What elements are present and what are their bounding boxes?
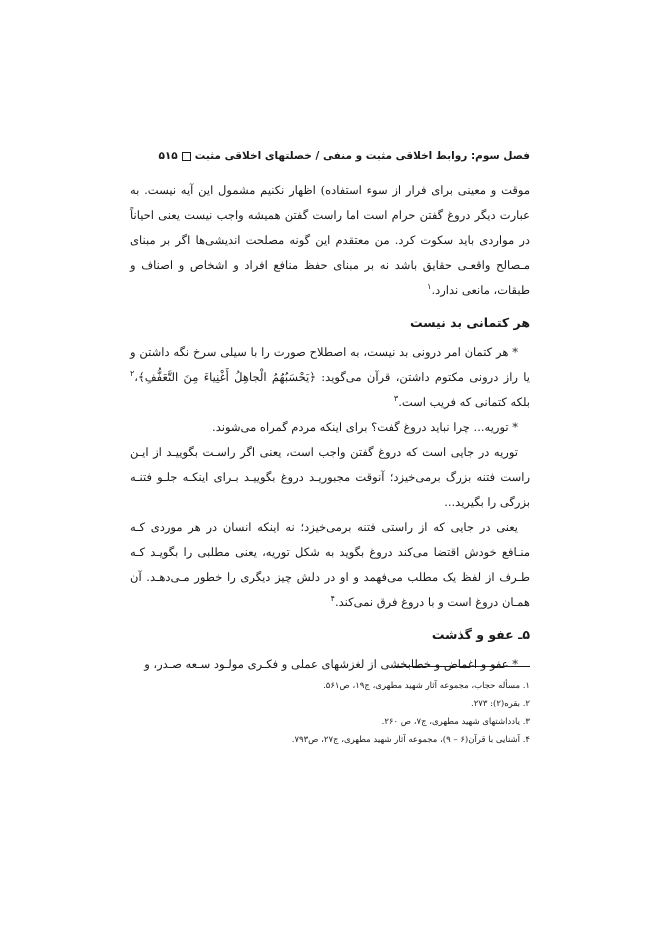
paragraph-text: یعنی در جایی که از راستی فتنه برمی‌خیزد؛ نه اینکه انسان در هر موردی کـه منـافع خودش اقتضا می‌کند دروغ بگوید به شکل توریه، یعنی مطلبی را بگویـد کـه طـرف از لفظ یک مطلب می‌فهمد و او در دلش چیز دیگری را خطور مـی‌دهـد. آن همـان دروغ است و با دروغ فرق نمی‌کند. xyxy=(130,520,530,609)
intro-text: موقت و معینی برای فرار از سوء استفاده) اظهار نکنیم مشمول این آیه نیست. به عبارت دیگر دروغ گفتن حرام است اما راست گفتن همیشه واجب نیست یعنی احیاناً در مواردی باید سکوت کرد. من معتقدم این گونه مصلحت اندیشی‌ها اگر بر مبنای مـصالح واقعـی حقایق باشد نه بر مبنای حفظ منافع افراد و اشخاص و اصناف و طبقات، مانعی ندارد. xyxy=(130,183,530,297)
footnote-ref-2: ۲ xyxy=(130,369,135,379)
intro-paragraph xyxy=(130,178,530,303)
footnote-item: ۳. یادداشتهای شهید مطهری، ج۷، ص ۲۶۰. xyxy=(381,717,530,727)
section-heading-forgiveness: ۵ـ عفو و گذشت xyxy=(431,627,530,642)
footnotes xyxy=(130,677,530,749)
paragraph-forgiveness: * عفو و اغماض و خطابخشی از لغزشهای عملی و فکـری مولـود سـعه صـدر، و xyxy=(144,657,518,671)
footnote-ref-3: ۳ xyxy=(393,394,399,404)
page-number: ۵۱۵ xyxy=(158,150,178,162)
footnote-ref-4: ۴ xyxy=(330,594,335,604)
running-header xyxy=(130,150,530,162)
footnote-divider xyxy=(395,666,530,667)
footnote-item: ۲. بقره(۲): ۲۷۳. xyxy=(471,699,530,709)
paragraph-tawriya: * توریه... چرا نباید دروغ گفت؟ برای اینکه مردم گمراه می‌شوند. xyxy=(212,420,518,434)
footnote-item: ۴. آشنایی با قرآن(۶ – ۹)، مجموعه آثار شهید مطهری، ج۲۷، ص۷۹۳. xyxy=(291,735,530,745)
paragraph-text: * هر کتمان امر درونی بد نیست، به اصطلاح صورت را با سیلی سرخ نگه داشتن و یا راز درونی مکتوم داشتن، قرآن می‌گوید: ﴿یَحْسَبُهُمُ الْجاهِلُ أَغْنِیاءَ مِنَ التَّعَفُّفِ﴾، xyxy=(130,345,530,384)
paragraph-text-tail: بلکه کتمانی که فریب است. xyxy=(398,395,530,409)
footnote-item: ۱. مسأله حجاب، مجموعه آثار شهید مطهری، ج۱۹، ص۵۶۱. xyxy=(323,681,530,691)
page-body xyxy=(130,178,530,677)
square-ornament-icon xyxy=(182,152,191,161)
paragraph-concealment xyxy=(130,340,530,415)
header-title: فصل سوم: روابط اخلاقی مثبت و منفی / خصلتهای اخلاقی مثبت xyxy=(194,150,530,162)
footnote-ref-1: ۱ xyxy=(427,282,432,292)
paragraph-tawriya-duty: توریه در جایی است که دروغ گفتن واجب است، یعنی اگر راسـت بگوییـد از ایـن راست فتنه بزرگ برمی‌خیزد؛ آنوقت مجبوریـد دروغ بگوییـد بـرای اینکـه جلـو فتنـه بزرگی را بگیرید... xyxy=(130,445,530,509)
paragraph-tawriya-limits xyxy=(130,515,530,615)
section-heading-concealment: هر کتمانی بد نیست xyxy=(410,315,530,330)
